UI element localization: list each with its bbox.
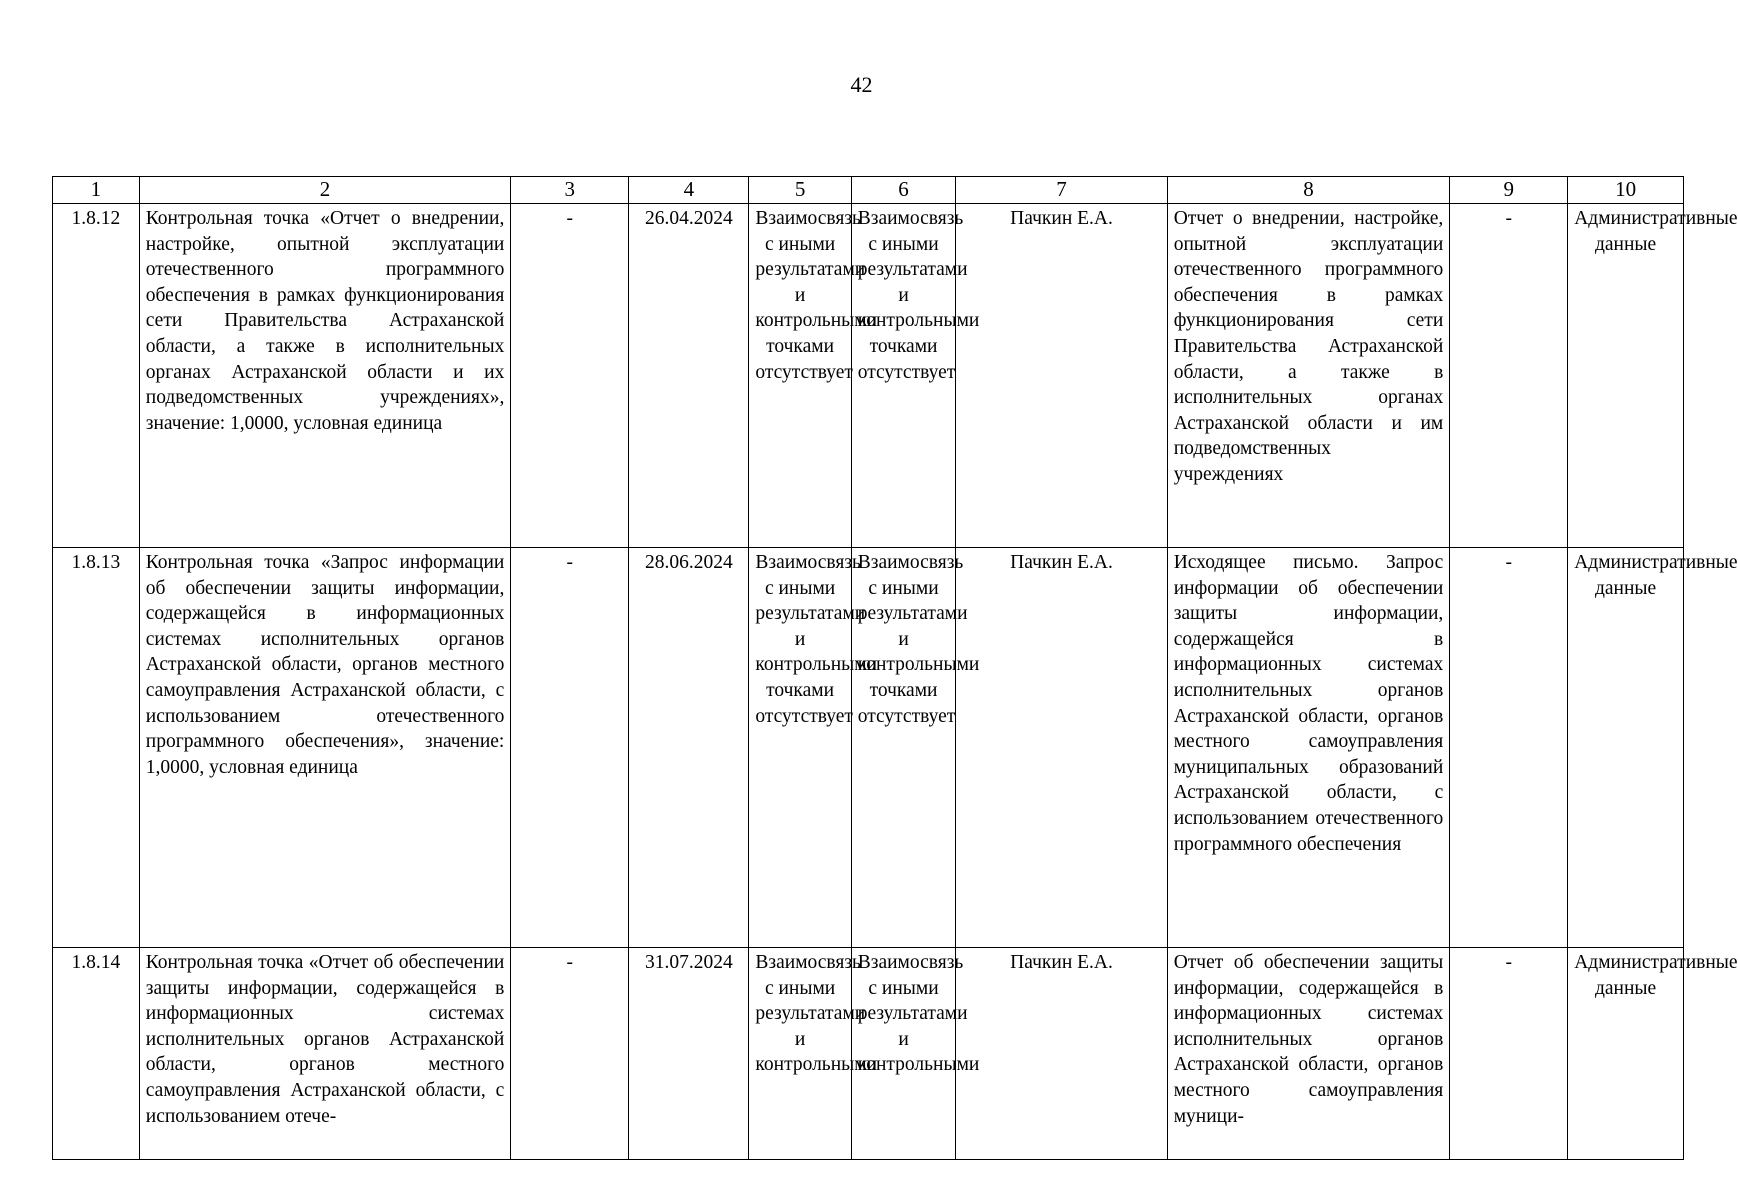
data-source: Административные данные xyxy=(1568,948,1684,1160)
control-point-description: Контрольная точка «Отчет об обеспечении защиты информации, содержащейся в информационных системах исполнительных органов Астраханской области, органов местного самоуправления Астраханской области, с использованием отече- xyxy=(139,948,511,1160)
confirming-document: Исходящее письмо. Запрос информации об обеспечении защиты информации, содержащейся в информационных системах исполнительных органов Астраханской области, органов местного самоуправления муниципальных образований Астраханской области, с использованием отечественного программного обеспечения xyxy=(1167,548,1450,948)
column-header: 4 xyxy=(629,177,749,204)
column-header: 8 xyxy=(1167,177,1450,204)
column-3-value: - xyxy=(511,548,629,948)
confirming-document: Отчет о внедрении, настройке, опытной эксплуатации отечественного программного обеспечения в рамках функционирования сети Правительства Астраханской области, а также в исполнительных органах Астраханской области и им подведомственных учреждениях xyxy=(1167,204,1450,548)
control-point-description: Контрольная точка «Отчет о внедрении, настройке, опытной эксплуатации отечественного программного обеспечения в рамках функционирования сети Правительства Астраханской области, а также в исполнительных органах Астраханской области и их подведомственных учреждениях», значение: 1,0000, условная единица xyxy=(139,204,511,548)
row-number: 1.8.14 xyxy=(53,948,140,1160)
column-header: 5 xyxy=(749,177,851,204)
column-9-value: - xyxy=(1450,548,1568,948)
column-3-value: - xyxy=(511,204,629,548)
confirming-document: Отчет об обеспечении защиты информации, содержащейся в информационных системах исполнительных органов Астраханской области, органов местного самоуправления муници- xyxy=(1167,948,1450,1160)
relation-previous: Взаимосвязь с иными результатами и контрольными точками отсутствует xyxy=(749,548,851,948)
relation-previous: Взаимосвязь с иными результатами и контрольными точками отсутствует xyxy=(749,204,851,548)
column-header: 9 xyxy=(1450,177,1568,204)
relation-previous: Взаимосвязь с иными результатами и контрольными xyxy=(749,948,851,1160)
data-source: Административные данные xyxy=(1568,204,1684,548)
table-row xyxy=(53,948,1684,1160)
deadline-date: 28.06.2024 xyxy=(629,548,749,948)
column-9-value: - xyxy=(1450,204,1568,548)
responsible-person: Пачкин Е.А. xyxy=(956,204,1167,548)
column-header: 1 xyxy=(53,177,140,204)
deadline-date: 26.04.2024 xyxy=(629,204,749,548)
control-point-description: Контрольная точка «Запрос информации об обеспечении защиты информации, содержащейся в информационных системах исполнительных органов Астраханской области, органов местного самоуправления Астраханской области, с использованием отечественного программного обеспечения», значение: 1,0000, условная единица xyxy=(139,548,511,948)
table-row xyxy=(53,204,1684,548)
column-header: 7 xyxy=(956,177,1167,204)
data-source: Административные данные xyxy=(1568,548,1684,948)
column-header: 10 xyxy=(1568,177,1684,204)
relation-next: Взаимосвязь с иными результатами и контрольными xyxy=(851,948,956,1160)
control-points-table xyxy=(52,176,1738,1160)
responsible-person: Пачкин Е.А. xyxy=(956,948,1167,1160)
table-row xyxy=(53,548,1684,948)
responsible-person: Пачкин Е.А. xyxy=(956,548,1167,948)
row-number: 1.8.12 xyxy=(53,204,140,548)
column-header: 6 xyxy=(851,177,956,204)
column-3-value: - xyxy=(511,948,629,1160)
row-number: 1.8.13 xyxy=(53,548,140,948)
column-header: 2 xyxy=(139,177,511,204)
column-9-value: - xyxy=(1450,948,1568,1160)
relation-next: Взаимосвязь с иными результатами и контрольными точками отсутствует xyxy=(851,548,956,948)
deadline-date: 31.07.2024 xyxy=(629,948,749,1160)
column-number-row xyxy=(53,177,1684,204)
page-number: 42 xyxy=(850,72,873,97)
relation-next: Взаимосвязь с иными результатами и контрольными точками отсутствует xyxy=(851,204,956,548)
column-header: 3 xyxy=(511,177,629,204)
